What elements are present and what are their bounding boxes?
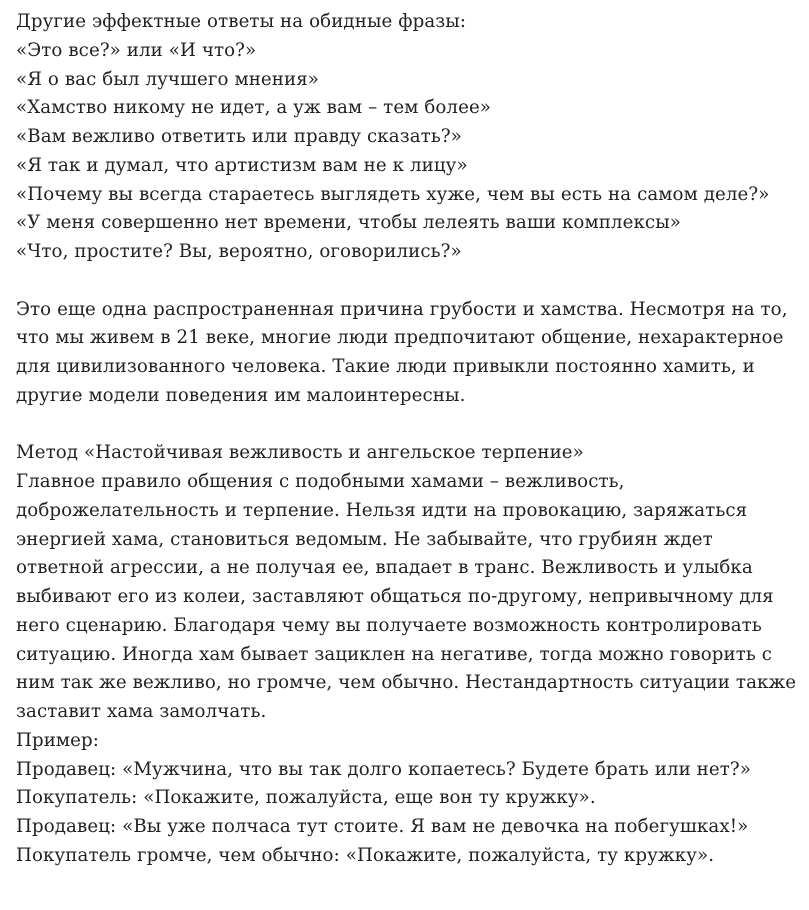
phrase-item: «Вам вежливо ответить или правду сказать?» [16,126,462,147]
paragraph-line: что мы живем в 21 веке, многие люди предпочитают общение, нехарактерное [16,327,784,349]
phrase-item: «Почему вы всегда стараетесь выглядеть хуже, чем вы есть на самом деле?» [16,183,770,205]
paragraph-line: Это еще одна распространенная причина грубости и хамства. Несмотря на то, [16,298,788,320]
paragraph-spacer [16,267,806,296]
paragraph-line: ним так же вежливо, но громче, чем обычно. Нестандартность ситуации также [16,672,797,694]
paragraph-line: ответной агрессии, а не получая ее, впадает в транс. Вежливость и улыбка [16,557,753,579]
phrase-item: «У меня совершенно нет времени, чтобы лелеять ваши комплексы» [16,212,682,234]
paragraph-line: энергией хама, становиться ведомым. Не забывайте, что грубиян ждет [16,528,713,550]
dialogue-line: Продавец: «Мужчина, что вы так долго копаетесь? Будете брать или нет?» [16,758,751,780]
method-title: Метод «Настойчивая вежливость и ангельское терпение» [16,442,584,464]
paragraph-line: Главное правило общения с подобными хамами – вежливость, [16,471,625,492]
phrase-item: «Я о вас был лучшего мнения» [16,68,320,90]
dialogue-line: Продавец: «Вы уже полчаса тут стоите. Я вам не девочка на побегушках!» [16,816,749,837]
paragraph-spacer [16,411,806,440]
dialogue-line: Покупатель громче, чем обычно: «Покажите, пожалуйста, ту кружку». [16,844,715,866]
paragraph-line: заставит хама замолчать. [16,701,267,722]
example-label: Пример: [16,729,100,751]
paragraph-line: выбивают его из колеи, заставляют общаться по-другому, непривычному для [16,586,774,607]
paragraph-line: доброжелательность и терпение. Нельзя идти на провокацию, заряжаться [16,499,748,521]
dialogue-line: Покупатель: «Покажите, пожалуйста, еще вон ту кружку». [16,787,596,809]
paragraph-line: для цивилизованного человека. Такие люди привыкли постоянно хамить, и [16,356,755,377]
phrase-item: «Хамство никому не идет, а уж вам – тем более» [16,97,492,119]
reason-paragraph [16,296,806,411]
method-section [16,439,806,870]
paragraph-line: другие модели поведения им малоинтересны. [16,384,466,406]
phrase-item: «Я так и думал, что артистизм вам не к лицу» [16,154,468,176]
phrase-item: «Это все?» или «И что?» [16,39,257,61]
paragraph-line: ситуацию. Иногда хам бывает зациклен на негативе, тогда можно говорить с [16,643,773,665]
phrase-item: «Что, простите? Вы, вероятно, оговорились?» [16,241,462,262]
phrases-section [16,8,806,267]
phrases-heading: Другие эффектные ответы на обидные фразы: [16,11,467,32]
paragraph-line: него сценарию. Благодаря чему вы получаете возможность контролировать [16,614,762,636]
article-text [16,8,806,871]
